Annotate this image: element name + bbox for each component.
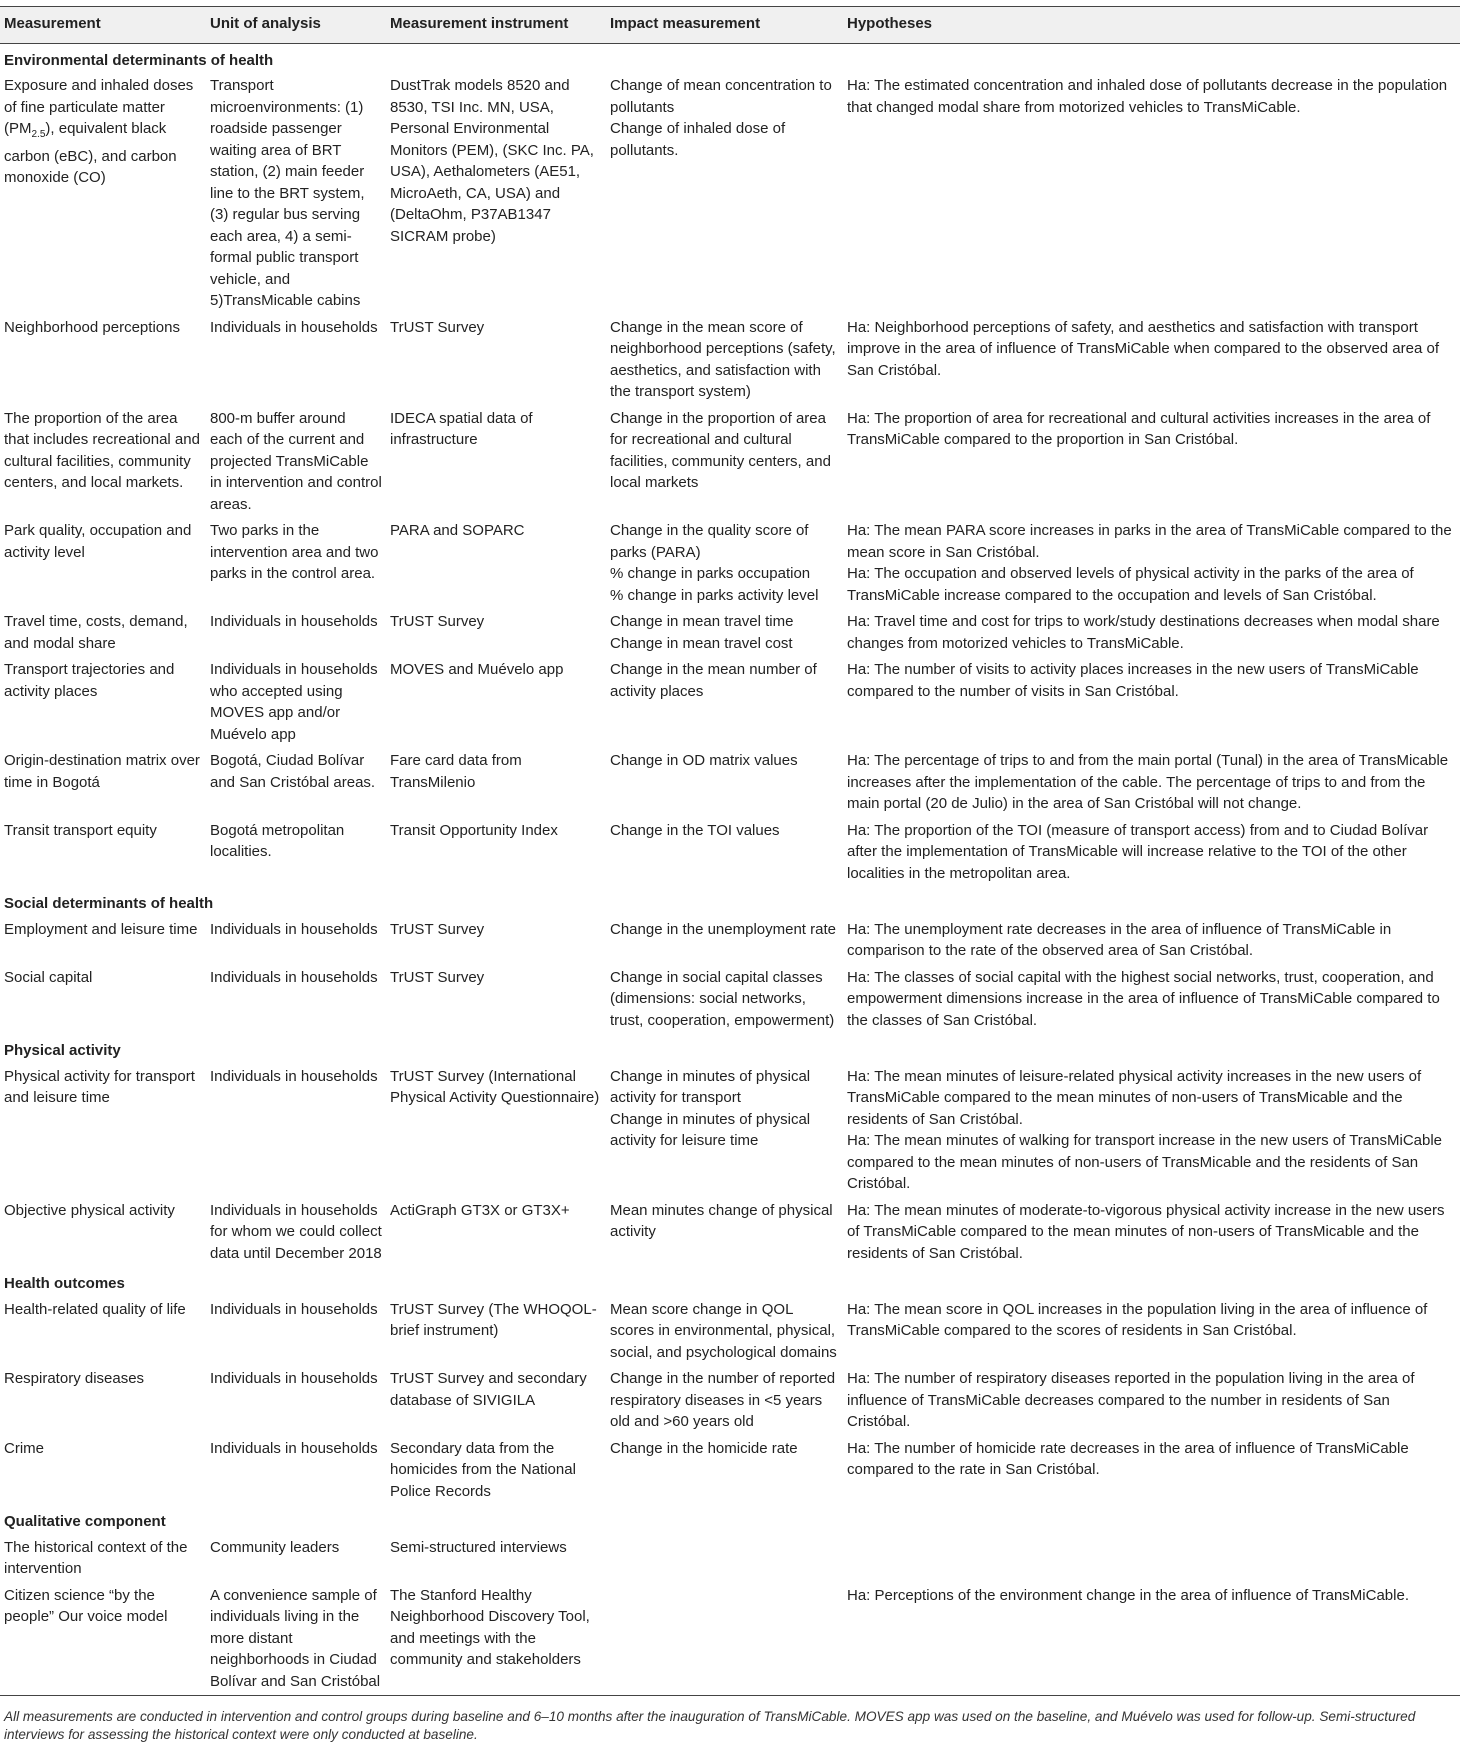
hypotheses-cell: Ha: The proportion of the TOI (measure of transport access) from and to Ciudad Bolívar after the implementation of TransMicable will increase relative to the TOI of the other localities in the metropolitan area. [847, 821, 1429, 882]
table-row [0, 518, 1460, 609]
impact-cell: Change in the homicide rate [610, 1439, 798, 1457]
measurement-cell: Exposure and inhaled doses of fine particulate matter $(PM_{2.5})$, equivalent black carbon (eBC), and carbon monoxide (CO) [4, 77, 194, 186]
table-row [0, 1198, 1460, 1268]
impact-cell: Change in the TOI values [610, 821, 780, 839]
unit-cell: Individuals in households [210, 318, 378, 336]
unit-cell: 800-m buffer around each of the current and projected TransMiCable in intervention and control areas. [210, 409, 382, 513]
section-title: Environmental determinants of health [4, 51, 274, 69]
measurement-cell: Travel time, costs, demand, and modal share [4, 613, 188, 652]
measurement-cell: Health-related quality of life [4, 1300, 186, 1318]
table-row [0, 1366, 1460, 1436]
table-row [0, 657, 1460, 748]
hypotheses-cell: Ha: The estimated concentration and inhaled dose of pollutants decrease in the population that changed modal share from motorized vehicles to TransMiCable. [847, 77, 1448, 116]
hypotheses-cell: Ha: The number of homicide rate decreases in the area of influence of TransMiCable compared to the rate in San Cristóbal. [847, 1439, 1409, 1478]
measurement-cell: Objective physical activity [4, 1201, 175, 1219]
measurement-cell: Social capital [4, 968, 93, 986]
hypotheses-cell: Ha: The mean score in QOL increases in the population living in the area of influence of TransMiCable compared to the scores of residents in San Cristóbal. [847, 1300, 1428, 1339]
unit-cell: Individuals in households [210, 1370, 378, 1387]
section-title: Health outcomes [4, 1275, 125, 1292]
measurement-table [0, 6, 1460, 1696]
unit-cell: Transport microenvironments: (1) roadside passenger waiting area of BRT station, (2) main feeder line to the BRT system, (3) regular bus serving each area, 4) a semi-formal public transport vehicle, and 5)TransMicable cabins [210, 77, 365, 309]
table-header [0, 7, 1460, 44]
unit-cell: Two parks in the intervention area and two parks in the control area. [210, 522, 379, 582]
hypotheses-cell: Ha: Neighborhood perceptions of safety, and aesthetics and satisfaction with transport improve in the area of influence of TransMiCable when compared to the observed area of San Cristóbal. [847, 318, 1440, 379]
hypotheses-cell: Ha: The unemployment rate decreases in the area of influence of TransMiCable in comparison to the rate of the observed area of San Cristóbal. [847, 920, 1392, 959]
impact-cell: Change in the quality score of parks (PARA) % change in parks occupation % change in parks activity level [610, 522, 819, 604]
table-row [0, 609, 1460, 657]
unit-cell: Individuals in households [210, 1439, 378, 1457]
measurement-cell: Respiratory diseases [4, 1370, 145, 1387]
instrument-cell: TrUST Survey and secondary database of SIVIGILA [390, 1370, 587, 1409]
impact-cell: Change in the proportion of area for recreational and cultural facilities, community centers, and local markets [610, 409, 831, 491]
section-title: Qualitative component [4, 1513, 166, 1530]
instrument-cell: PARA and SOPARC [390, 522, 525, 539]
section-title: Physical activity [4, 1042, 121, 1059]
table-row [0, 315, 1460, 406]
hypotheses-cell [843, 1535, 1460, 1583]
table-row [0, 965, 1460, 1035]
header-hypotheses: Hypotheses [843, 7, 1460, 44]
header-unit-of-analysis: Unit of analysis [206, 7, 386, 44]
impact-cell: Change in minutes of physical activity for transport Change in minutes of physical activity for leisure time [610, 1067, 811, 1149]
table-row [0, 818, 1460, 888]
section-row [0, 1505, 1460, 1535]
measurement-cell: Transport trajectories and activity places [4, 661, 175, 700]
section-row [0, 1034, 1460, 1064]
table-row [0, 748, 1460, 818]
measurement-cell: Physical activity for transport and leisure time [4, 1067, 195, 1106]
unit-cell: Community leaders [210, 1538, 340, 1556]
instrument-cell: IDECA spatial data of infrastructure [390, 409, 533, 448]
header-measurement: Measurement [0, 7, 206, 44]
hypotheses-cell: Ha: The mean PARA score increases in parks in the area of TransMiCable compared to the mean score in San Cristóbal. Ha: The occupation and observed levels of physical activity in the parks of the area of TransMiCable increase compared to the occupation and levels of San Cristóbal. [847, 522, 1452, 604]
unit-cell: Individuals in households [210, 920, 378, 938]
measurement-cell: The proportion of the area that includes recreational and cultural facilities, community centers, and local markets. [4, 409, 200, 491]
section-row [0, 1267, 1460, 1297]
measurement-cell: Citizen science “by the people” Our voice model [0, 1583, 206, 1696]
hypotheses-cell: Ha: The mean minutes of moderate-to-vigorous physical activity increase in the new users of TransMiCable compared to the mean minutes of non-users of TransMicable and the residents of San Cristóbal. [847, 1201, 1445, 1262]
hypotheses-cell: Ha: Travel time and cost for trips to work/study destinations decreases when modal share changes from motorized vehicles to TransMiCable. [847, 613, 1440, 652]
instrument-cell: TrUST Survey (International Physical Activity Questionnaire) [390, 1067, 600, 1106]
instrument-cell: TrUST Survey [390, 968, 485, 986]
hypotheses-cell: Ha: The proportion of area for recreational and cultural activities increases in the area of TransMiCable compared to the proportion in San Cristóbal. [847, 409, 1431, 448]
instrument-cell: ActiGraph GT3X or GT3X+ [390, 1201, 570, 1219]
impact-cell: Change in the mean score of neighborhood perceptions (safety, aesthetics, and satisfaction with the transport system) [610, 318, 836, 400]
hypotheses-cell: Ha: The number of respiratory diseases reported in the population living in the area of influence of TransMiCable decreases compared to the number in residents of San Cristóbal. [847, 1370, 1415, 1430]
table-footnote: All measurements are conducted in intervention and control groups during baseline and 6–10 months after the inauguration of TransMiCable. MOVES app was used on the baseline, and Muévelo was used for follow-up. Semi-structured interviews for assessing the historical context were only conducted at baseline. [4, 1709, 1416, 1742]
impact-cell: Mean score change in QOL scores in environmental, physical, social, and psychological domains [610, 1300, 837, 1361]
hypotheses-cell: Ha: The mean minutes of leisure-related physical activity increases in the new users of TransMiCable compared to the mean minutes of non-users of TransMicable and the residents of San Cristóbal. Ha: The mean minutes of walking for transport increase in the new users of TransMiCable compared to the mean minutes of non-users of TransMicable and the residents of San Cristóbal. [847, 1067, 1443, 1192]
instrument-cell: TrUST Survey [390, 318, 485, 336]
instrument-cell: Secondary data from the homicides from the National Police Records [390, 1439, 576, 1500]
unit-cell: Individuals in households who accepted using MOVES app and/or Muévelo app [210, 661, 378, 743]
impact-cell: Change in OD matrix values [610, 752, 798, 769]
unit-cell: Bogotá metropolitan localities. [210, 821, 345, 860]
section-row [0, 887, 1460, 917]
hypotheses-cell: Ha: The number of visits to activity places increases in the new users of TransMiCable compared to the number of visits in San Cristóbal. [847, 661, 1419, 700]
hypotheses-cell: Ha: Perceptions of the environment change in the area of influence of TransMiCable. [843, 1583, 1460, 1696]
unit-cell: Individuals in households [210, 613, 378, 630]
instrument-cell: TrUST Survey [390, 613, 485, 630]
measurement-cell: Neighborhood perceptions [4, 318, 180, 336]
instrument-cell: Transit Opportunity Index [390, 821, 558, 839]
impact-cell [606, 1583, 843, 1696]
measurement-cell: Employment and leisure time [4, 920, 198, 938]
instrument-cell: Fare card data from TransMilenio [390, 752, 522, 791]
measurement-cell: Origin-destination matrix over time in Bogotá [4, 752, 200, 791]
table-row [0, 73, 1460, 315]
table-body [0, 43, 1460, 1696]
instrument-cell: TrUST Survey [390, 920, 485, 938]
section-row [0, 43, 1460, 73]
table-row [0, 1064, 1460, 1198]
unit-cell: Individuals in households [210, 968, 378, 986]
table-row [0, 406, 1460, 519]
unit-cell: Individuals in households for whom we could collect data until December 2018 [210, 1201, 382, 1262]
impact-cell: Change in social capital classes (dimensions: social networks, trust, cooperation, empowerment) [610, 968, 835, 1029]
unit-cell: Bogotá, Ciudad Bolívar and San Cristóbal areas. [210, 752, 376, 791]
table-row [0, 917, 1460, 965]
measurement-cell: Park quality, occupation and activity level [4, 522, 192, 561]
section-title: Social determinants of health [4, 895, 214, 912]
impact-cell [606, 1535, 843, 1583]
header-impact-measurement: Impact measurement [606, 7, 843, 44]
header-measurement-instrument: Measurement instrument [386, 7, 606, 44]
unit-cell: A convenience sample of individuals living in the more distant neighborhoods in Ciudad Bolívar and San Cristóbal [206, 1583, 386, 1696]
impact-cell: Mean minutes change of physical activity [610, 1201, 833, 1240]
impact-cell: Change in the unemployment rate [610, 920, 836, 938]
unit-cell: Individuals in households [210, 1067, 378, 1085]
table-row [0, 1436, 1460, 1506]
measurement-cell: Crime [4, 1439, 44, 1457]
unit-cell: Individuals in households [210, 1300, 378, 1318]
hypotheses-cell: Ha: The percentage of trips to and from the main portal (Tunal) in the area of TransMicable increases after the implementation of the cable. The percentage of trips to and from the main portal (20 de Julio) in the area of San Cristóbal will not change. [847, 752, 1449, 812]
hypotheses-cell: Ha: The classes of social capital with the highest social networks, trust, cooperation, and empowerment dimensions increase in the area of influence of TransMiCable compared to the classes of San Cristóbal. [847, 968, 1440, 1029]
impact-cell: Change in mean travel time Change in mean travel cost [610, 613, 794, 652]
instrument-cell: DustTrak models 8520 and 8530, TSI Inc. MN, USA, Personal Environmental Monitors (PEM), (SKC Inc. PA, USA), Aethalometers (AE51, MicroAeth, CA, USA) and (DeltaOhm, P37AB1347 SICRAM probe) [390, 77, 594, 245]
measurement-cell: The historical context of the intervention [4, 1538, 188, 1577]
instrument-cell: Semi-structured interviews [390, 1538, 567, 1556]
impact-cell: Change in the number of reported respiratory diseases in <5 years old and >60 years old [610, 1370, 836, 1430]
table-row [0, 1297, 1460, 1367]
instrument-cell: The Stanford Healthy Neighborhood Discovery Tool, and meetings with the community and stakeholders [386, 1583, 606, 1696]
measurement-cell: Transit transport equity [4, 821, 157, 839]
impact-cell: Change of mean concentration to pollutants Change of inhaled dose of pollutants. [610, 77, 832, 159]
table-row [0, 1583, 1460, 1696]
table-row [0, 1535, 1460, 1583]
instrument-cell: MOVES and Muévelo app [390, 661, 564, 678]
instrument-cell: TrUST Survey (The WHOQOL-brief instrument) [390, 1300, 597, 1339]
impact-cell: Change in the mean number of activity places [610, 661, 817, 700]
